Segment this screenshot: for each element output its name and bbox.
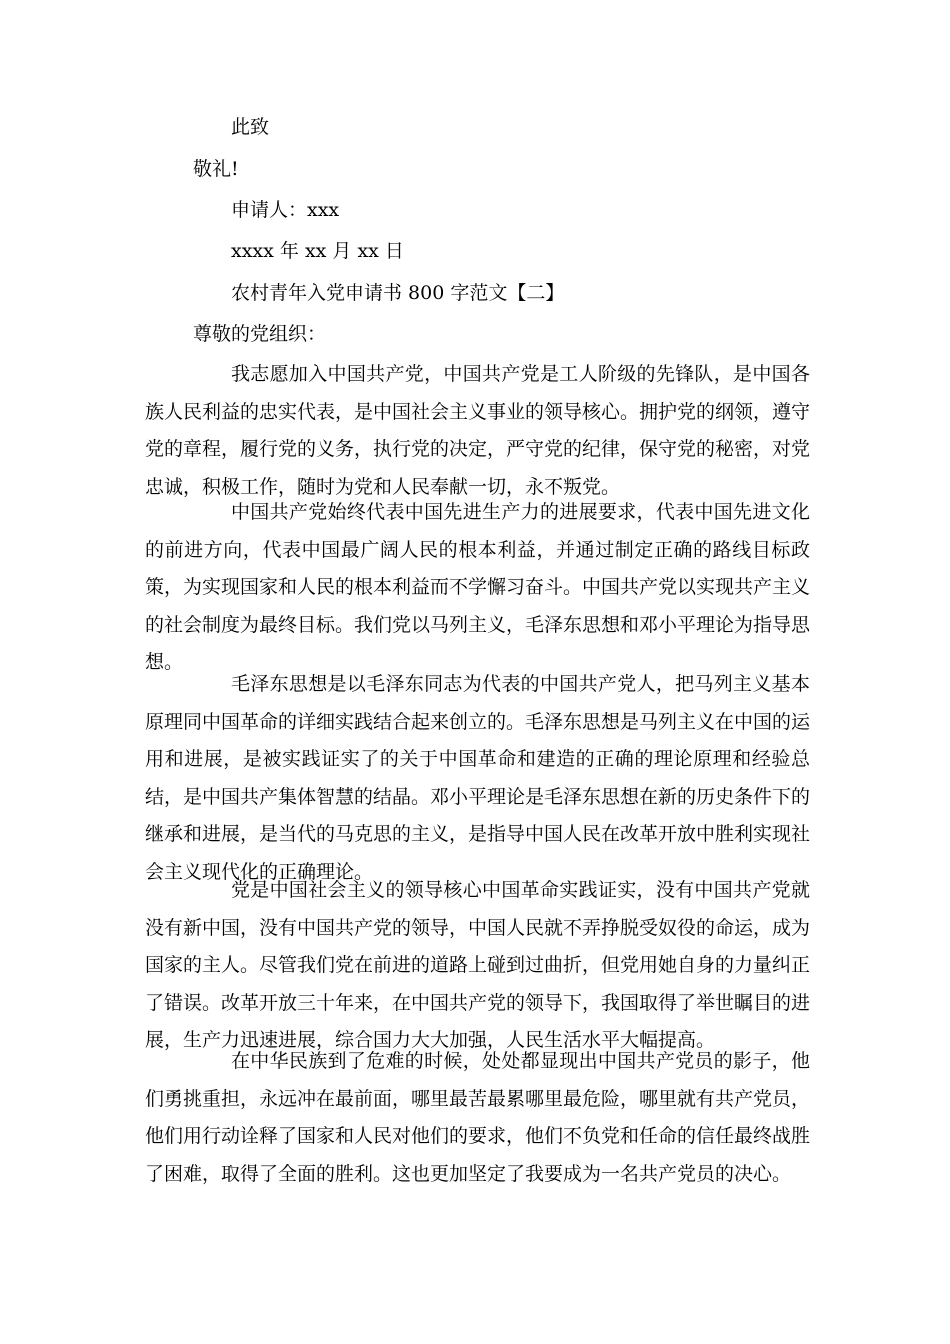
applicant-line: 申请人：xxx (231, 199, 340, 221)
closing-respect: 敬礼! (193, 158, 239, 180)
paragraph-5: 在中华民族到了危难的时候，处处都显现出中国共产党员的影子，他们勇挑重担，永远冲在最前面，哪里最苦最累哪里最危险，哪里就有共产党员，他们用行动诠释了国家和人民对他们的要求，他们不负党和任命的信任最终战胜了困难，取得了全面的胜利。这也更加坚定了我要成为一名共产党员的决心。 (145, 1050, 811, 1185)
paragraph-3: 毛泽东思想是以毛泽东同志为代表的中国共产党人，把马列主义基本原理同中国革命的详细实践结合起来创立的。毛泽东思想是马列主义在中国的运用和进展，是被实践证实了的关于中国革命和建造的正确的理论原理和经验总结，是中国共产集体智慧的结晶。邓小平理论是毛泽东思想在新的历史条件下的继承和进展，是当代的马克思的主义，是指导中国人民在改革开放中胜利实现社会主义现代化的正确理论。 (145, 673, 811, 883)
greeting: 尊敬的党组织： (193, 323, 327, 345)
paragraph-2: 中国共产党始终代表中国先进生产力的进展要求，代表中国先进文化的前进方向，代表中国最广阔人民的根本利益，并通过制定正确的路线目标政策，为实现国家和人民的根本利益而不学懈习奋斗。中国共产党以实现共产主义的社会制度为最终目标。我们党以马列主义，毛泽东思想和邓小平理论为指导思想。 (145, 501, 811, 673)
paragraph-4: 党是中国社会主义的领导核心中国革命实践证实，没有中国共产党就没有新中国，没有中国共产党的领导，中国人民就不弄挣脱受奴役的命运，成为国家的主人。尽管我们党在前进的道路上碰到过曲折，但党用她自身的力量纠正了错误。改革开放三十年来，在中国共产党的领导下，我国取得了举世瞩目的进展，生产力迅速进展，综合国力大大加强，人民生活水平大幅提高。 (145, 879, 811, 1051)
section-title: 农村青年入党申请书 800 字范文【二】 (231, 282, 565, 304)
paragraph-1: 我志愿加入中国共产党，中国共产党是工人阶级的先锋队，是中国各族人民利益的忠实代表，是中国社会主义事业的领导核心。拥护党的纲领，遵守党的章程，履行党的义务，执行党的决定，严守党的纪律，保守党的秘密，对党忠诚，积极工作，随时为党和人民奉献一切，永不叛党。 (145, 363, 811, 498)
closing-salute: 此致 (231, 116, 270, 138)
date-line: xxxx 年 xx 月 xx 日 (231, 240, 404, 262)
